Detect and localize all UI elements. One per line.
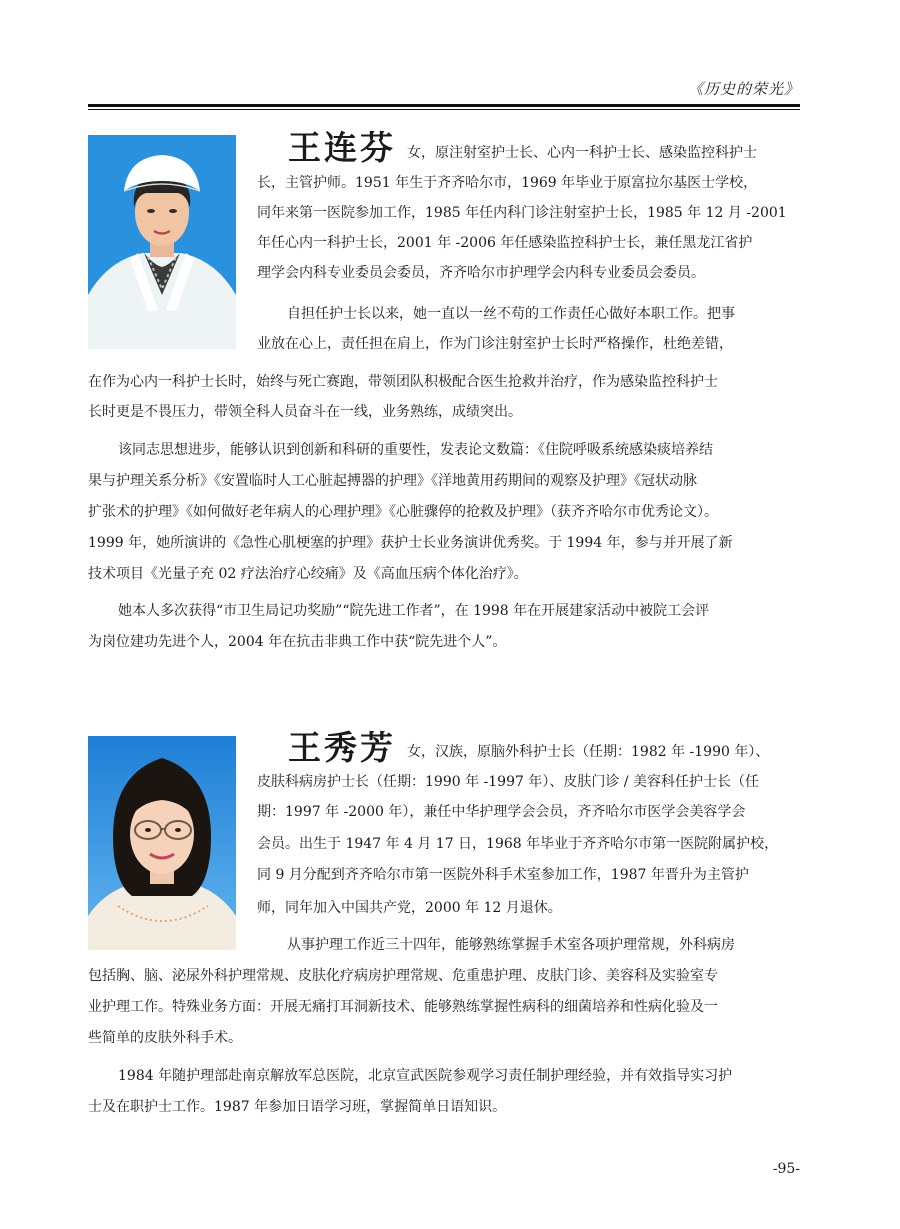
profile-text-line: 女，汉族，原脑外科护士长（任期：1982 年 -1990 年）、: [407, 744, 770, 760]
profile-name: 王连芬: [288, 128, 396, 167]
header-rule-thin: [88, 109, 800, 110]
portrait-photo-nurse-cap: [88, 135, 236, 349]
profile-text-line: 扩张术的护理》《如何做好老年病人的心理护理》《心脏骤停的抢救及护理》（获齐齐哈尔市优秀论文）。: [88, 504, 718, 520]
profile-text-line: 业护理工作。特殊业务方面：开展无痛打耳洞新技术、能够熟练掌握性病科的细菌培养和性病化验及一: [88, 999, 718, 1015]
profile-text-line: 同年来第一医院参加工作，1985 年任内科门诊注射室护士长，1985 年 12 月 -2001: [257, 205, 787, 221]
profile-name: 王秀芳: [288, 728, 396, 767]
profile-text-line: 1984 年随护理部赴南京解放军总医院，北京宣武医院参观学习责任制护理经验，并有效指导实习护: [118, 1068, 733, 1084]
profile-text-line: 长，主管护师。1951 年生于齐齐哈尔市，1969 年毕业于原富拉尔基医士学校，: [257, 175, 758, 191]
profile-text-line: 士及在职护士工作。1987 年参加日语学习班，掌握简单日语知识。: [88, 1099, 507, 1115]
profile-text-line: 自担任护士长以来，她一直以一丝不苟的工作责任心做好本职工作。把事: [287, 306, 735, 322]
profile-text-line: 期：1997 年 -2000 年），兼任中华护理学会会员，齐齐哈尔市医学会美容学会: [257, 804, 746, 820]
profile-text-line: 果与护理关系分析》《安置临时人工心脏起搏器的护理》《洋地黄用药期间的观察及护理》《冠状动脉: [88, 473, 697, 489]
profile-text-line: 1999 年，她所演讲的《急性心肌梗塞的护理》获护士长业务演讲优秀奖。于 1994 年，参与并开展了新: [88, 535, 733, 551]
portrait-photo-glasses: [88, 736, 236, 950]
profile-text-line: 该同志思想进步，能够认识到创新和科研的重要性，发表论文数篇：《住院呼吸系统感染痰培养结: [118, 442, 713, 458]
profile-text-line: 为岗位建功先进个人，2004 年在抗击非典工作中获“院先进个人”。: [88, 634, 507, 650]
profile-text-line: 年任心内一科护士长，2001 年 -2006 年任感染监控科护士长，兼任黑龙江省护: [257, 235, 753, 251]
running-header-title: 《历史的荣光》: [687, 80, 800, 98]
profile-text-line: 女，原注射室护士长、心内一科护士长、感染监控科护士: [407, 145, 757, 161]
header-rule-thick: [88, 104, 800, 107]
profile-text-line: 她本人多次获得“市卫生局记功奖励”“院先进工作者”，在 1998 年在开展建家活动中被院工会评: [118, 603, 710, 619]
profile-text-line: 长时更是不畏压力，带领全科人员奋斗在一线，业务熟练，成绩突出。: [88, 404, 522, 420]
profile-text-line: 些简单的皮肤外科手术。: [88, 1030, 242, 1046]
profile-text-line: 技术项目《光量子充 02 疗法治疗心绞痛》及《高血压病个体化治疗》。: [88, 566, 528, 582]
profile-text-line: 理学会内科专业委员会委员，齐齐哈尔市护理学会内科专业委员会委员。: [257, 265, 705, 281]
profile-text-line: 在作为心内一科护士长时，始终与死亡赛跑，带领团队积极配合医生抢救并治疗，作为感染监控科护士: [88, 374, 718, 390]
profile-text-line: 师，同年加入中国共产党，2000 年 12 月退休。: [257, 900, 562, 916]
profile-text-line: 会员。出生于 1947 年 4 月 17 日，1968 年毕业于齐齐哈尔市第一医院附属护校，: [257, 836, 779, 852]
profile-text-line: 包括胸、脑、泌尿外科护理常规、皮肤化疗病房护理常规、危重患护理、皮肤门诊、美容科及实验室专: [88, 968, 718, 984]
profile-text-line: 从事护理工作近三十四年，能够熟练掌握手术室各项护理常规，外科病房: [287, 937, 735, 953]
profile-text-line: 皮肤科病房护士长（任期：1990 年 -1997 年）、皮肤门诊 / 美容科任护士长（任: [257, 774, 759, 790]
profile-text-line: 业放在心上，责任担在肩上，作为门诊注射室护士长时严格操作，杜绝差错，: [257, 336, 733, 352]
page-number: -95-: [772, 1161, 800, 1177]
profile-text-line: 同 9 月分配到齐齐哈尔市第一医院外科手术室参加工作，1987 年晋升为主管护: [257, 867, 749, 883]
